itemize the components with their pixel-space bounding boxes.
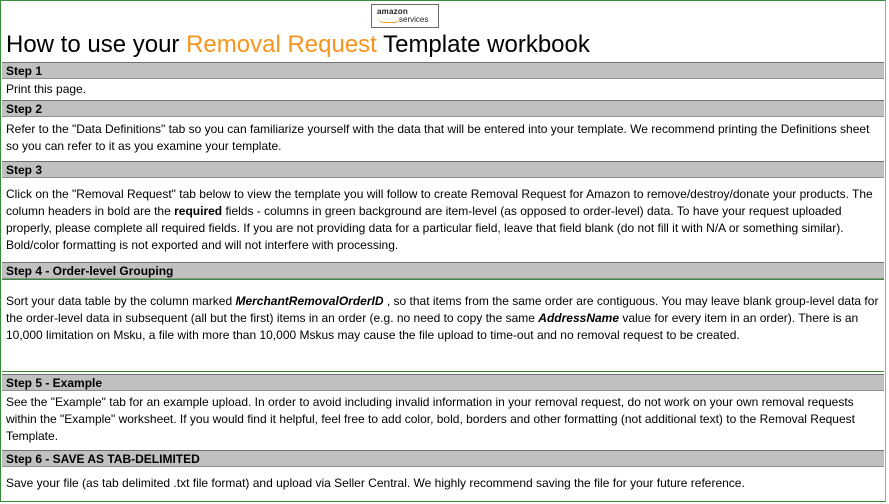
step3-body-a: Click on the "Removal Request" tab below to view the template you will follow to create Removal Request for Amazon to remove/destroy/donate your products. The column headers in bold are the [6,187,873,218]
step2-body[interactable]: Refer to the "Data Definitions" tab so you can familiarize yourself with the data that will be entered into your template. We recommend printing the Definitions sheet so you can refer to it as you examine your template. [2,121,884,155]
logo-line2: services [399,15,429,24]
step3-body-b: fields - columns in green background are item-level (as opposed to order-level) data. To have your request uploaded properly, please complete all required fields. If you are not providing data for a particular field, leave that field blank (do not fill it with N/A or something similar). Bold/color formatting is not exported and will not interfere with processing. [6,204,844,252]
step6-body[interactable]: Save your file (as tab delimited .txt file format) and upload via Seller Central. We highly recommend saving the file for your future reference. [2,475,884,492]
title-highlight: Removal Request [186,31,377,58]
step4-field-merchant-removal-order-id: MerchantRemovalOrderID [235,294,384,308]
logo-line1: amazon [377,7,408,16]
step4-field-address-name: AddressName [538,311,619,325]
step6-header[interactable]: Step 6 - SAVE AS TAB-DELIMITED [2,450,884,467]
step2-header[interactable]: Step 2 [2,100,884,117]
step3-header[interactable]: Step 3 [2,161,884,178]
step4-body-a: Sort your data table by the column marked [6,294,236,308]
logo-smile-icon [378,17,400,23]
step5-header[interactable]: Step 5 - Example [2,374,884,391]
amazon-services-logo [371,4,439,28]
step3-required-label: required [174,204,223,218]
step3-body[interactable] [2,186,884,254]
step4-body[interactable] [2,293,884,344]
step4-body-c: value for every item in an order). There is an 10,000 limitation on Msku, a file with more than 10,000 Mskus may cause the file upload to time-out and no removal request to be created. [6,311,859,342]
step4-header[interactable]: Step 4 - Order-level Grouping [2,262,884,279]
page-title [6,31,590,59]
title-suffix: Template workbook [376,31,590,58]
step5-body[interactable]: See the "Example" tab for an example upload. In order to avoid including invalid information in your removal request, do not work on your own removal requests within the "Example" worksheet. If you would find it helpful, feel free to add color, bold, borders and other formatting (not additional text) to the Removal Request Template. [2,394,884,445]
step1-body[interactable]: Print this page. [2,81,884,98]
step1-header[interactable]: Step 1 [2,62,884,79]
step4-body-b: , so that items from the same order are contiguous. You may leave blank group-level data for the order-level data in subsequent (all but the first) items in an order (e.g. no need to copy the same [6,294,879,325]
title-prefix: How to use your [6,31,187,58]
